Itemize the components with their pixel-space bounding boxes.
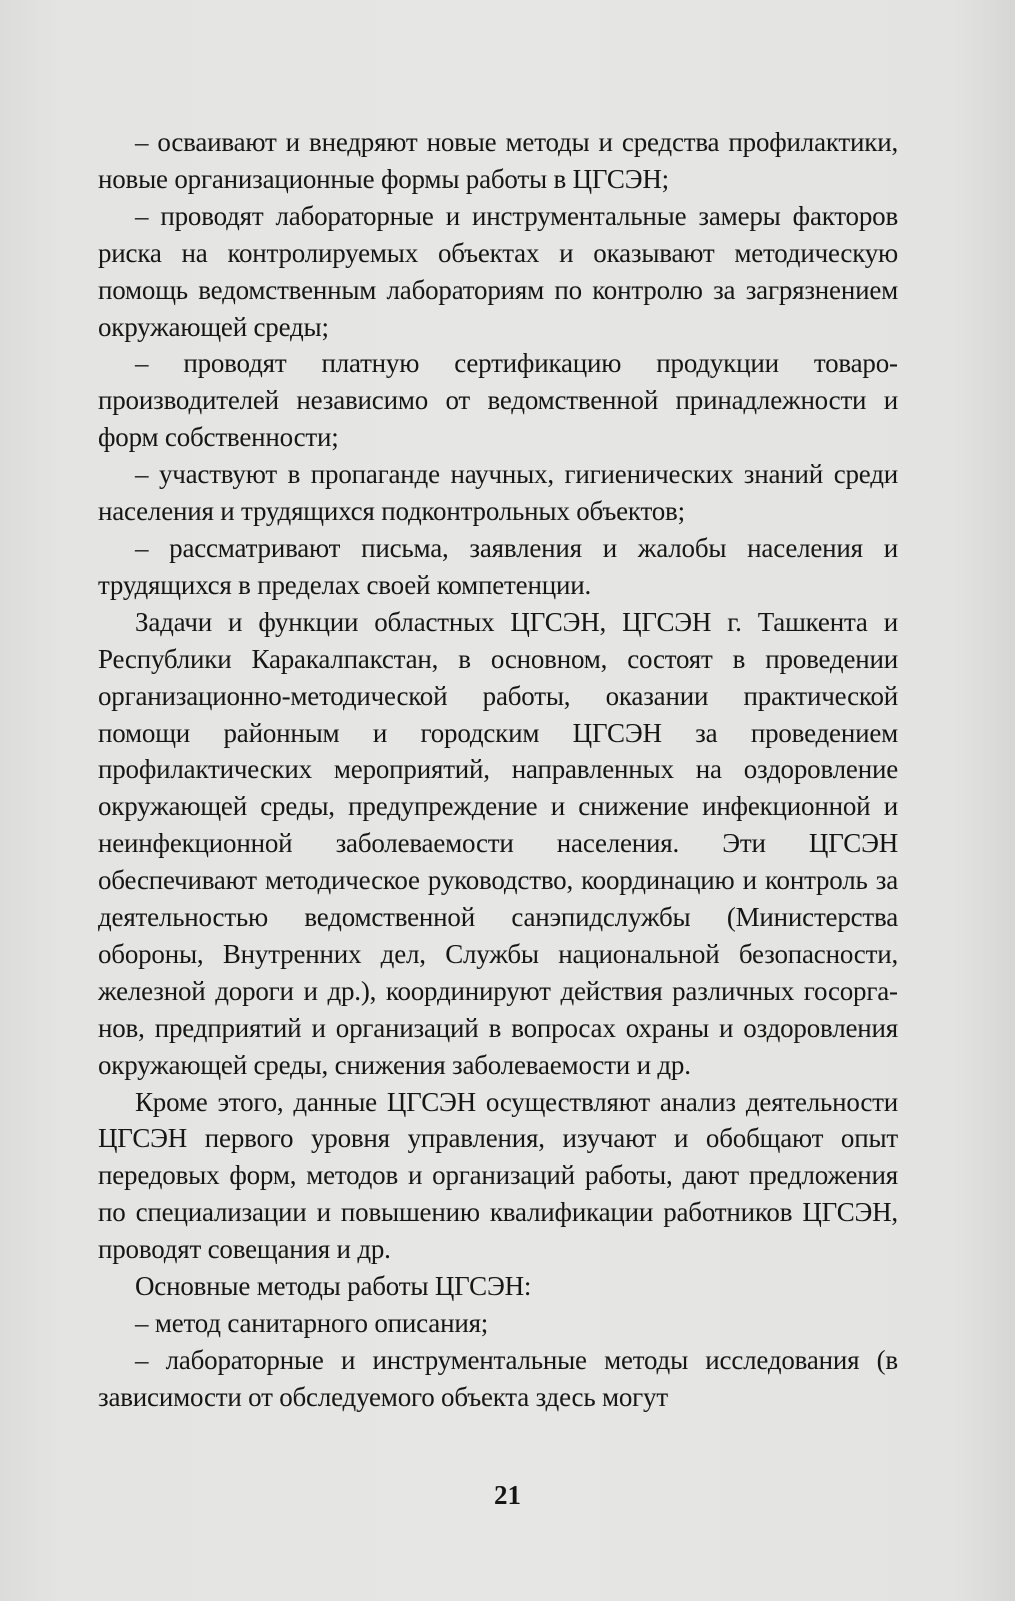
paragraph: – осваивают и внедряют новые методы и средства профилактики, новые организационные формы работы в ЦГСЭН; xyxy=(98,127,898,194)
page-number: 21 xyxy=(494,1480,521,1510)
paragraph: – проводят платную сертификацию продукции товаропроизводителей независимо от ведомственной принадлежности и форм собственности; xyxy=(98,348,898,453)
paragraph: – проводят лабораторные и инструментальные замеры факторов риска на контролируемых объектах и оказывают методическую помощь ведомственным лабораториям по контролю за загрязнением окружающей среды; xyxy=(98,200,898,342)
paragraph: – участвуют в пропаганде научных, гигиенических знаний среди населения и трудящихся подконтрольных объектов; xyxy=(98,459,898,527)
paragraph: – рассматривают письма, заявления и жалобы населения и трудящихся в пределах своей компетенции. xyxy=(98,532,898,600)
paragraph: Задачи и функции областных ЦГСЭН, ЦГСЭН г. Ташкента и Республики Каракалпакстан, в основном, состоят в проведении организационно-методической работы, оказании практической помощи районным и городским ЦГСЭН за проведением профилактических мероприятий, направленных на оздоровление окружающей среды, предупреждение и снижение инфекционной и неинфекционной заболеваемости населения. Эти ЦГСЭН обеспечивают методическое руководство, координацию и контроль за деятельностью ведомственной санэпидслужбы (Министерства обороны, Внутренних дел, Службы национальной безопасности, железной дороги и др.), координируют действия различных госорганов, предприятий и организаций в вопросах охраны и оздоровления окружающей среды, снижения заболеваемости и др. xyxy=(98,606,898,1080)
paragraph: Основные методы работы ЦГСЭН: xyxy=(135,1271,532,1302)
paragraph: Кроме этого, данные ЦГСЭН осуществляют анализ деятельности ЦГСЭН первого уровня управления, изучают и обобщают опыт передовых форм, методов и организаций работы, дают предложения по специализации и повышению квалификации работников ЦГСЭН, проводят совещания и др. xyxy=(98,1086,898,1265)
paragraph: – метод санитарного описания; xyxy=(135,1308,489,1338)
body-text xyxy=(98,124,898,1416)
paragraph: – лабораторные и инструментальные методы исследования (в зависимости от обследуемого объекта здесь могут xyxy=(98,1344,898,1412)
